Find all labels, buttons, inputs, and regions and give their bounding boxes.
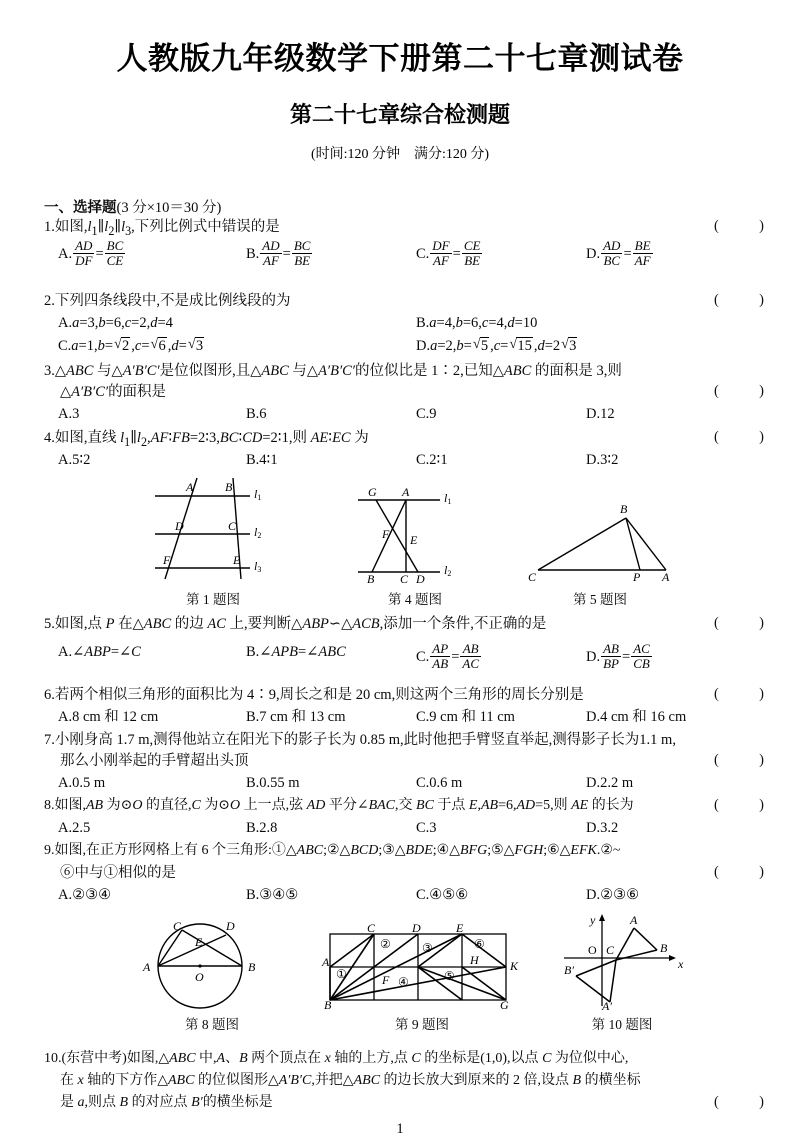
time-label: (时间:120 分钟: [310, 147, 400, 162]
answer-blank-3[interactable]: ( ): [714, 383, 775, 399]
svg-text:②: ②: [380, 937, 391, 951]
option-4-b[interactable]: B.4∶1: [246, 452, 278, 468]
question-10-stem-line2: 在 x 轴的下方作△ABC 的位似图形△A′B′C,并把△ABC 的边长放大到原来的 2 倍,设点 B 的横坐标: [60, 1073, 641, 1088]
svg-text:D: D: [412, 921, 421, 935]
option-9-a[interactable]: A.②③④: [58, 887, 112, 903]
option-9-b[interactable]: B.③④⑤: [246, 887, 299, 903]
question-9-stem-line2: ⑥中与①相似的是: [60, 865, 176, 881]
svg-text:E: E: [410, 533, 418, 547]
svg-text:E: E: [456, 921, 464, 935]
answer-blank-6[interactable]: ( ): [714, 686, 775, 702]
option-2-b[interactable]: B.a=4,b=6,c=4,d=10: [416, 315, 538, 331]
answer-blank-2[interactable]: ( ): [714, 292, 775, 308]
svg-text:l2: l2: [444, 563, 452, 578]
svg-text:③: ③: [422, 941, 433, 955]
question-7-stem-line1: 7.小刚身高 1.7 m,测得他站立在阳光下的影子长为 0.85 m,此时他把手臂竖直举起,测得影子长为1.1 m,: [44, 732, 676, 748]
svg-text:H: H: [470, 953, 479, 967]
option-9-d[interactable]: D.②③⑥: [586, 887, 640, 903]
svg-text:E: E: [233, 553, 241, 567]
option-4-a[interactable]: A.5∶2: [58, 452, 91, 468]
svg-text:C: C: [606, 943, 615, 957]
figure-10: [562, 910, 712, 1013]
svg-text:⑥: ⑥: [474, 937, 485, 951]
page-subtitle: 第二十七章综合检测题: [289, 102, 510, 127]
svg-text:C: C: [528, 570, 537, 584]
svg-text:O: O: [195, 970, 204, 984]
svg-text:A: A: [402, 485, 410, 499]
option-7-c[interactable]: C.0.6 m: [416, 775, 463, 791]
figure-5-caption: 第 5 题图: [573, 592, 627, 607]
svg-text:B: B: [248, 960, 256, 974]
svg-text:A′: A′: [602, 999, 612, 1013]
option-2-c[interactable]: C.a=1,b= √ 2 ,c= √ 6 ,d= √ 3: [58, 337, 205, 355]
svg-text:l1: l1: [254, 487, 262, 502]
figure-1-caption: 第 1 题图: [186, 592, 240, 607]
question-3-stem-line1: 3.△ABC 与△A′B′C′是位似图形,且△ABC 与△A′B′C′的位似比是 1∶2,已知△ABC 的面积是 3,则: [44, 363, 622, 379]
option-7-a[interactable]: A.0.5 m: [58, 775, 106, 791]
option-1-b[interactable]: B. $\frac{AD}{AF}$ = $\frac{BC}{BE}$: [246, 238, 311, 269]
option-6-d[interactable]: D.4 cm 和 16 cm: [586, 709, 687, 725]
svg-text:F: F: [382, 527, 390, 541]
page-title: 人教版九年级数学下册第二十七章测试卷: [116, 41, 684, 76]
svg-text:B: B: [225, 480, 233, 494]
svg-text:A: A: [630, 913, 638, 927]
svg-text:D: D: [175, 519, 184, 533]
option-6-c[interactable]: C.9 cm 和 11 cm: [416, 709, 515, 725]
svg-text:B: B: [620, 502, 628, 516]
svg-text:C: C: [400, 572, 409, 586]
svg-text:l2: l2: [254, 525, 262, 540]
figure-8: [138, 918, 288, 1013]
svg-text:D: D: [226, 919, 235, 933]
figure-8-caption: 第 8 题图: [185, 1017, 239, 1032]
question-3-stem-line2: △A′B′C′的面积是: [60, 384, 167, 400]
question-5-stem: 5.如图,点 P 在△ABC 的边 AC 上,要判断△ABP∽△ACB,添加一个条件,不正确的是: [44, 616, 547, 632]
option-4-d[interactable]: D.3∶2: [586, 452, 619, 468]
option-5-b[interactable]: B.∠APB=∠ABC: [246, 644, 346, 660]
svg-text:B: B: [660, 941, 668, 955]
answer-blank-7[interactable]: ( ): [714, 752, 775, 768]
option-6-b[interactable]: B.7 cm 和 13 cm: [246, 709, 346, 725]
question-10-stem-line1: 10.(东营中考)如图,△ABC 中,A、B 两个顶点在 x 轴的上方,点 C 的坐标是(1,0),以点 C 为位似中心,: [44, 1051, 629, 1066]
figure-9: [322, 921, 522, 1012]
option-7-b[interactable]: B.0.55 m: [246, 775, 300, 791]
svg-text:A: A: [186, 480, 194, 494]
svg-text:C: C: [228, 519, 237, 533]
svg-text:A: A: [322, 955, 330, 969]
option-5-a[interactable]: A.∠ABP=∠C: [58, 644, 141, 660]
figure-5: [528, 500, 688, 582]
svg-text:P: P: [633, 570, 641, 584]
svg-text:B: B: [324, 998, 332, 1012]
option-2-d[interactable]: D.a=2,b= √ 5 ,c= √ 15 ,d=2 √ 3: [416, 337, 578, 355]
svg-text:O: O: [588, 943, 597, 957]
answer-blank-9[interactable]: ( ): [714, 864, 775, 880]
question-9-stem-line1: 9.如图,在正方形网格上有 6 个三角形:①△ABC;②△BCD;③△BDE;④△BFG;⑤△FGH;⑥△EFK.②~: [44, 843, 621, 858]
svg-text:C: C: [367, 921, 376, 935]
answer-blank-10[interactable]: ( ): [714, 1094, 775, 1110]
svg-text:A: A: [662, 570, 670, 584]
answer-blank-1[interactable]: ( ): [714, 218, 775, 234]
svg-text:⑤: ⑤: [444, 969, 455, 983]
option-8-d[interactable]: D.3.2: [586, 820, 619, 836]
option-3-a[interactable]: A.3: [58, 406, 80, 422]
figure-9-caption: 第 9 题图: [395, 1017, 449, 1032]
section-heading: 一、选择题(3 分×10＝30 分): [44, 200, 222, 216]
option-9-c[interactable]: C.④⑤⑥: [416, 887, 469, 903]
question-10-stem-line3: 是 a,则点 B 的对应点 B′的横坐标是: [60, 1095, 273, 1110]
option-4-c[interactable]: C.2∶1: [416, 452, 448, 468]
svg-text:A: A: [143, 960, 151, 974]
option-6-a[interactable]: A.8 cm 和 12 cm: [58, 709, 159, 725]
question-1-stem: 1.如图$,l_1\parallel l_2\parallel l_3$,下列比例式中错误的是: [44, 219, 280, 238]
question-7-stem-line2: 那么小刚举起的手臂超出头顶: [60, 753, 249, 769]
option-1-c[interactable]: C. $\frac{DF}{AF}$ = $\frac{CE}{BE}$: [416, 238, 481, 269]
page-number: 1: [396, 1121, 404, 1137]
figure-10-caption: 第 10 题图: [591, 1017, 653, 1032]
question-6-stem: 6.若两个相似三角形的面积比为 4∶9,周长之和是 20 cm,则这两个三角形的周长分别是: [44, 687, 584, 703]
question-8-stem: 8.如图,AB 为⊙O 的直径,C 为⊙O 上一点,弦 AD 平分∠BAC,交 BC 于点 E,AB=6,AD=5,则 AE 的长为: [44, 798, 634, 813]
answer-blank-8[interactable]: ( ): [714, 797, 775, 813]
svg-text:B: B: [367, 572, 375, 586]
exam-meta: [0, 143, 800, 163]
answer-blank-5[interactable]: ( ): [714, 615, 775, 631]
question-4-stem: 4.如图,直线 $l_1\parallel l_2,AF∶FB=2∶3,BC∶CD=2∶1$,则 AE∶EC 为: [44, 430, 369, 449]
figure-4: [358, 482, 468, 586]
svg-text:x: x: [678, 957, 684, 971]
score-label: 满分:120 分): [414, 147, 490, 162]
option-1-a[interactable]: A. $\frac{AD}{DF}$ = $\frac{BC}{CE}$: [58, 238, 124, 269]
svg-text:y: y: [590, 913, 596, 927]
svg-text:①: ①: [336, 967, 347, 981]
figure-1: [155, 476, 270, 581]
answer-blank-4[interactable]: ( ): [714, 429, 775, 445]
figure-4-caption: 第 4 题图: [388, 592, 442, 607]
svg-text:F: F: [382, 973, 390, 987]
option-3-c[interactable]: C.9: [416, 406, 437, 422]
option-2-a[interactable]: A.a=3,b=6,c=2,d=4: [58, 315, 173, 331]
option-8-b[interactable]: B.2.8: [246, 820, 278, 836]
svg-text:l3: l3: [254, 559, 262, 574]
svg-text:l1: l1: [444, 491, 452, 506]
option-1-d[interactable]: D. $\frac{AD}{BC}$ = $\frac{BE}{AF}$: [586, 238, 651, 269]
svg-text:F: F: [163, 553, 171, 567]
question-2-stem: 2.下列四条线段中,不是成比例线段的为: [44, 293, 291, 309]
svg-text:C: C: [173, 919, 182, 933]
option-3-d[interactable]: D.12: [586, 406, 615, 422]
svg-text:G: G: [500, 998, 509, 1012]
option-8-c[interactable]: C.3: [416, 820, 437, 836]
option-5-d[interactable]: D. $\frac{AB}{BP}$ = $\frac{AC}{CB}$: [586, 641, 650, 672]
option-3-b[interactable]: B.6: [246, 406, 267, 422]
svg-text:④: ④: [398, 975, 409, 989]
option-7-d[interactable]: D.2.2 m: [586, 775, 634, 791]
svg-text:D: D: [416, 572, 425, 586]
option-8-a[interactable]: A.2.5: [58, 820, 91, 836]
svg-text:G: G: [368, 485, 377, 499]
svg-text:B′: B′: [564, 963, 574, 977]
svg-text:E: E: [195, 935, 203, 949]
svg-text:K: K: [510, 959, 519, 973]
option-5-c[interactable]: C. $\frac{AP}{AB}$ = $\frac{AB}{AC}$: [416, 641, 479, 672]
